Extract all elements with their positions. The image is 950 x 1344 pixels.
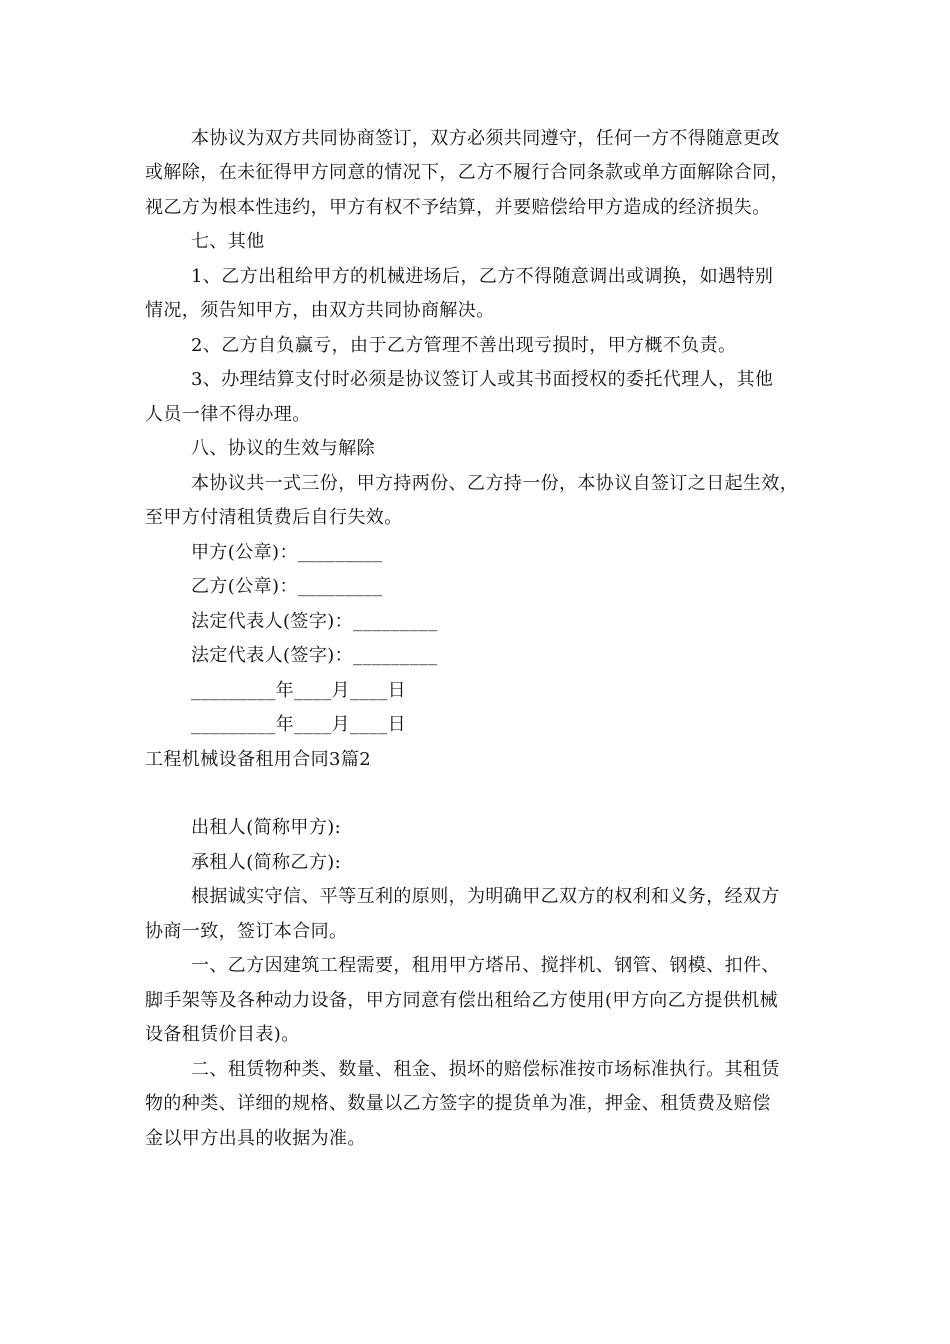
paragraph-line: 本协议为双方共同协商签订，双方必须共同遵守，任何一方不得随意更改 (191, 128, 780, 149)
paragraph-line: 或解除，在未征得甲方同意的情况下，乙方不履行合同条款或单方面解除合同， (145, 162, 789, 183)
paragraph-line: 1、乙方出租给甲方的机械进场后，乙方不得随意调出或调换，如遇特别 (191, 266, 774, 287)
paragraph-line: 物的种类、详细的规格、数量以乙方签字的提货单为准，押金、租赁费及赔偿 (145, 1093, 771, 1114)
paragraph-line: 情况，须告知甲方，由双方共同协商解决。 (145, 300, 495, 321)
date-line: _________年____月____日 (191, 680, 406, 701)
paragraph-line: 设备租赁价目表)。 (145, 1024, 300, 1045)
party-line: 出租人(简称甲方): (191, 817, 342, 838)
paragraph-line: 3、办理结算支付时必须是协议签订人或其书面授权的委托代理人，其他 (191, 369, 774, 390)
paragraph-line: 金以甲方出具的收据为准。 (145, 1128, 366, 1149)
date-line: _________年____月____日 (191, 714, 406, 735)
paragraph-line: 至甲方付清租赁费后自行失效。 (145, 507, 403, 528)
signature-line: 甲方(公章)：_________ (191, 542, 383, 563)
paragraph-line: 协商一致，签订本合同。 (145, 921, 348, 942)
document-title: 工程机械设备租用合同3篇2 (145, 749, 372, 770)
section-heading: 七、其他 (191, 231, 265, 252)
section-heading: 八、协议的生效与解除 (191, 438, 375, 459)
party-line: 承租人(简称乙方): (191, 852, 342, 873)
paragraph-line: 人员一律不得办理。 (145, 404, 311, 425)
paragraph-line: 视乙方为根本性违约，甲方有权不予结算，并要赔偿给甲方造成的经济损失。 (145, 197, 771, 218)
paragraph-line: 二、租赁物种类、数量、租金、损坏的赔偿标准按市场标准执行。其租赁 (191, 1059, 780, 1080)
paragraph-line: 2、乙方自负赢亏，由于乙方管理不善出现亏损时，甲方概不负责。 (191, 335, 737, 356)
paragraph-line: 一、乙方因建筑工程需要，租用甲方塔吊、搅拌机、钢管、钢模、扣件、 (191, 955, 780, 976)
signature-line: 乙方(公章)：_________ (191, 576, 383, 597)
paragraph-line: 脚手架等及各种动力设备，甲方同意有偿出租给乙方使用(甲方向乙方提供机械 (145, 990, 779, 1011)
paragraph-line: 本协议共一式三份，甲方持两份、乙方持一份，本协议自签订之日起生效， (191, 473, 799, 494)
paragraph-line: 根据诚实守信、平等互利的原则，为明确甲乙双方的权利和义务，经双方 (191, 886, 780, 907)
signature-line: 法定代表人(签字)：_________ (191, 611, 438, 632)
signature-line: 法定代表人(签字)：_________ (191, 645, 438, 666)
